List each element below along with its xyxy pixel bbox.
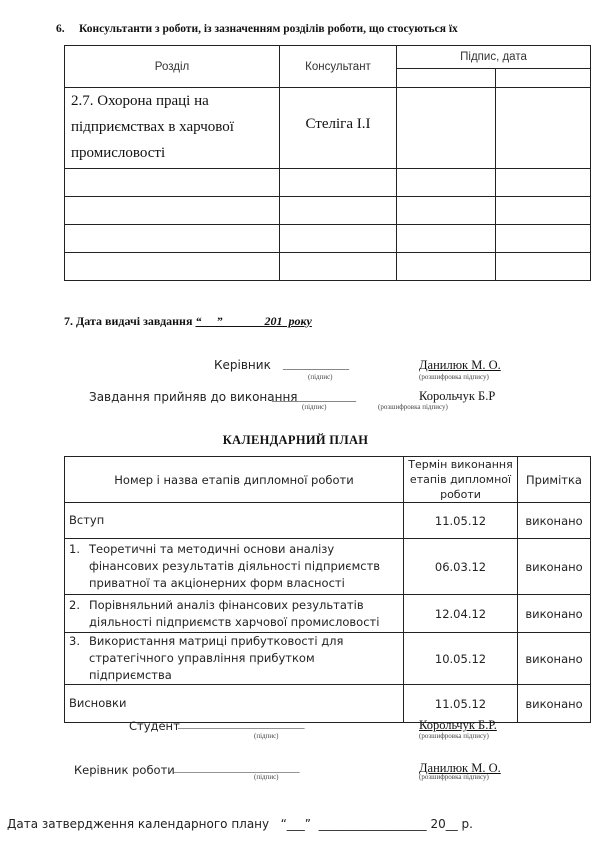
- plan-approval-date: Дата затвердження календарного плану “___” __________________ 20__ р.: [7, 817, 473, 831]
- stage-cell: [65, 633, 404, 685]
- note-cell: виконано: [518, 539, 591, 595]
- header-section: Розділ: [65, 46, 280, 88]
- section-6-number: 6.: [56, 23, 65, 35]
- work-supervisor-signature-line: _______________________: [173, 762, 300, 774]
- table-row: [65, 88, 591, 169]
- term-cell: 10.05.12: [404, 633, 518, 685]
- supervisor-signature-line: ___________: [283, 357, 349, 371]
- supervisor-name-hint: (розшифровка підпису): [419, 373, 489, 381]
- term-cell: 06.03.12: [404, 539, 518, 595]
- table-row: [65, 225, 591, 253]
- table-row: [65, 503, 591, 539]
- stage-name: Висновки: [69, 696, 127, 710]
- table-row: [65, 539, 591, 595]
- accepted-signature-line: ______________: [272, 389, 356, 403]
- work-supervisor-name-hint: (розшифровка підпису): [419, 773, 489, 781]
- header-consultant: Консультант: [280, 46, 397, 88]
- term-cell: 11.05.12: [404, 503, 518, 539]
- note-cell: виконано: [518, 633, 591, 685]
- header-signature-issued: [397, 69, 496, 88]
- consultant-cell: Стеліга І.І: [280, 88, 397, 169]
- calendar-plan-title: КАЛЕНДАРНИЙ ПЛАН: [222, 433, 369, 447]
- section-6-title: [56, 23, 458, 35]
- stage-name: Теоретичні та методичні основи аналізу фінансових результатів діяльності підприємств приватної та акціонерних форм власності: [89, 542, 381, 590]
- student-signature-line: _______________________: [178, 718, 305, 730]
- table-row: [65, 595, 591, 633]
- student-name-hint: (розшифровка підпису): [419, 732, 489, 740]
- work-supervisor-label: Керівник роботи: [74, 763, 175, 777]
- term-cell: 12.04.12: [404, 595, 518, 633]
- section-7-issue-date: [64, 314, 312, 329]
- issue-date-value: “ ” 201 року: [195, 314, 312, 328]
- note-cell: виконано: [518, 685, 591, 723]
- header-stage: Номер і назва етапів дипломної роботи: [65, 457, 404, 503]
- stage-cell: [65, 685, 404, 723]
- header-signature: Підпис, дата: [397, 46, 591, 69]
- stage-number: 2.: [69, 597, 80, 612]
- supervisor-name: Данилюк М. О.: [419, 358, 501, 372]
- table-row: [65, 253, 591, 281]
- signature-cell: [496, 88, 591, 169]
- stage-cell: [65, 539, 404, 595]
- term-cell: 11.05.12: [404, 685, 518, 723]
- section-cell: 2.7. Охорона праці на підприємствах в харчової промисловості: [65, 88, 280, 169]
- header-term: Термін виконання етапів дипломної роботи: [404, 457, 518, 503]
- table-row: [65, 685, 591, 723]
- supervisor-label: Керівник: [214, 358, 271, 372]
- stage-name: Вступ: [69, 513, 105, 527]
- header-note: Примітка: [518, 457, 591, 503]
- work-supervisor-signature-hint: (підпис): [254, 773, 279, 781]
- student-signature-hint: (підпис): [254, 732, 279, 740]
- student-label: Студент: [129, 719, 180, 733]
- header-signature-accepted: [496, 69, 591, 88]
- calendar-plan-table: [64, 456, 591, 723]
- accepted-label: Завдання прийняв до виконання: [89, 390, 298, 404]
- consultants-table: [64, 45, 591, 281]
- stage-name: Порівняльний аналіз фінансових результатів діяльності підприємств харчової промисловості: [89, 597, 380, 629]
- signature-cell: [397, 88, 496, 169]
- stage-cell: [65, 503, 404, 539]
- work-supervisor-name: Данилюк М. О.: [419, 761, 501, 775]
- stage-name: Використання матриці прибутковості для стратегічного управління прибутком підприємства: [89, 634, 344, 682]
- accepted-name-hint: (розшифровка підпису): [378, 403, 448, 411]
- section-6-heading: Консультанти з роботи, із зазначенням розділів роботи, що стосуються їх: [79, 23, 458, 35]
- note-cell: виконано: [518, 595, 591, 633]
- table-row: [65, 633, 591, 685]
- student-name: Корольчук Б.Р.: [419, 718, 497, 732]
- stage-number: 3.: [69, 634, 80, 648]
- accepted-name: Корольчук Б.Р: [419, 389, 496, 403]
- note-cell: виконано: [518, 503, 591, 539]
- supervisor-signature-hint: (підпис): [308, 373, 333, 381]
- table-row: [65, 197, 591, 225]
- issue-date-label: 7. Дата видачі завдання: [64, 314, 193, 328]
- table-row: [65, 169, 591, 197]
- accepted-signature-hint: (підпис): [302, 403, 327, 411]
- stage-cell: [65, 595, 404, 633]
- stage-number: 1.: [69, 542, 80, 556]
